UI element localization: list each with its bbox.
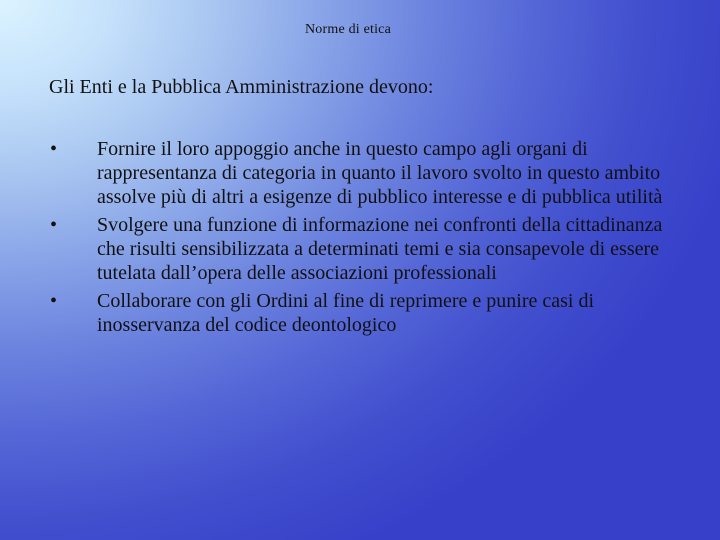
bullet-list: [49, 137, 689, 341]
slide-header: Norme di etica: [305, 22, 391, 37]
intro-text: Gli Enti e la Pubblica Amministrazione devono:: [49, 76, 434, 98]
bullet-item: [49, 213, 689, 285]
bullet-text: Collaborare con gli Ordini al fine di reprimere e punire casi di inosservanza del codice deontologico: [97, 290, 595, 336]
bullet-icon: •: [50, 214, 58, 236]
bullet-text: Svolgere una funzione di informazione nei confronti della cittadinanza che risulti sensibilizzata a determinati temi e sia consapevole di essere tutelata dall’opera delle associazioni professionali: [97, 214, 663, 284]
bullet-icon: •: [50, 138, 58, 160]
bullet-item: [49, 289, 689, 337]
bullet-icon: •: [50, 290, 58, 312]
bullet-text: Fornire il loro appoggio anche in questo campo agli organi di rappresentanza di categoria in quanto il lavoro svolto in questo ambito assolve più di altri a esigenze di pubblico interesse e di pubblica utilità: [97, 138, 663, 208]
bullet-item: [49, 137, 689, 209]
